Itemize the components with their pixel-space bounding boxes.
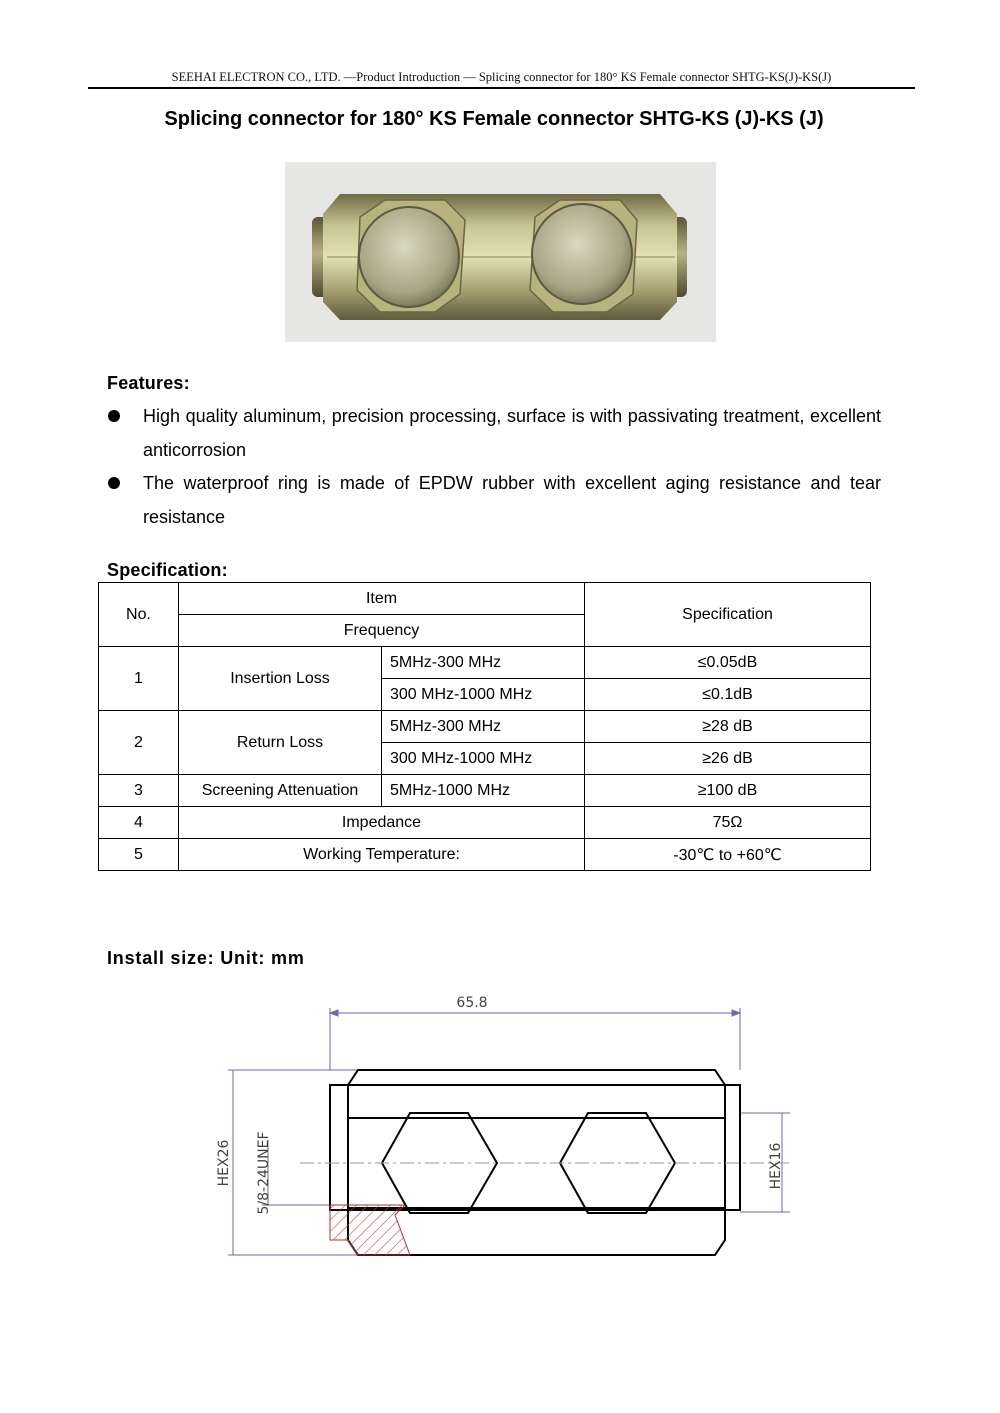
install-size-drawing <box>200 975 800 1265</box>
bullet-icon <box>108 410 120 422</box>
bullet-icon <box>108 477 120 489</box>
feature-item: High quality aluminum, precision processing, surface is with passivating treatment, excellent anticorrosion <box>107 400 881 467</box>
table-row: 300 MHz-1000 MHz ≤0.1dB <box>99 679 871 711</box>
page-header: SEEHAI ELECTRON CO., LTD. —Product Introduction — Splicing connector for 180° KS Female connector SHTG-KS(J)-KS(J) <box>171 70 832 84</box>
header-rule <box>88 87 915 89</box>
table-header-row <box>99 583 871 615</box>
dim-length: 65.8 <box>456 995 488 1011</box>
feature-item: The waterproof ring is made of EPDW rubber with excellent aging resistance and tear resistance <box>107 467 881 534</box>
table-row: 300 MHz-1000 MHz ≥26 dB <box>99 743 871 775</box>
header-specification: Specification <box>585 583 871 647</box>
header-item: Item <box>179 583 585 615</box>
dim-thread: 5/8-24UNEF <box>256 1131 272 1215</box>
install-size-heading: Install size: Unit: mm <box>107 948 305 968</box>
table-row: 2 Return Loss 5MHz-300 MHz ≥28 dB <box>99 711 871 743</box>
header-frequency: Frequency <box>179 615 585 647</box>
features-heading: Features: <box>107 373 190 393</box>
table-row: 4 Impedance 75Ω <box>99 807 871 839</box>
dim-hex16: HEX16 <box>768 1142 784 1190</box>
header-no: No. <box>99 583 179 647</box>
table-row: 3 Screening Attenuation 5MHz-1000 MHz ≥100 dB <box>99 775 871 807</box>
specification-table <box>98 582 871 871</box>
product-photo <box>285 162 716 342</box>
document-title: Splicing connector for 180° KS Female connector SHTG-KS (J)-KS (J) <box>164 108 824 130</box>
specification-heading: Specification: <box>107 560 228 580</box>
table-row: 1 Insertion Loss 5MHz-300 MHz ≤0.05dB <box>99 647 871 679</box>
dim-hex26: HEX26 <box>216 1139 232 1187</box>
features-list <box>107 400 881 534</box>
table-row: 5 Working Temperature: -30℃ to +60℃ <box>99 839 871 871</box>
